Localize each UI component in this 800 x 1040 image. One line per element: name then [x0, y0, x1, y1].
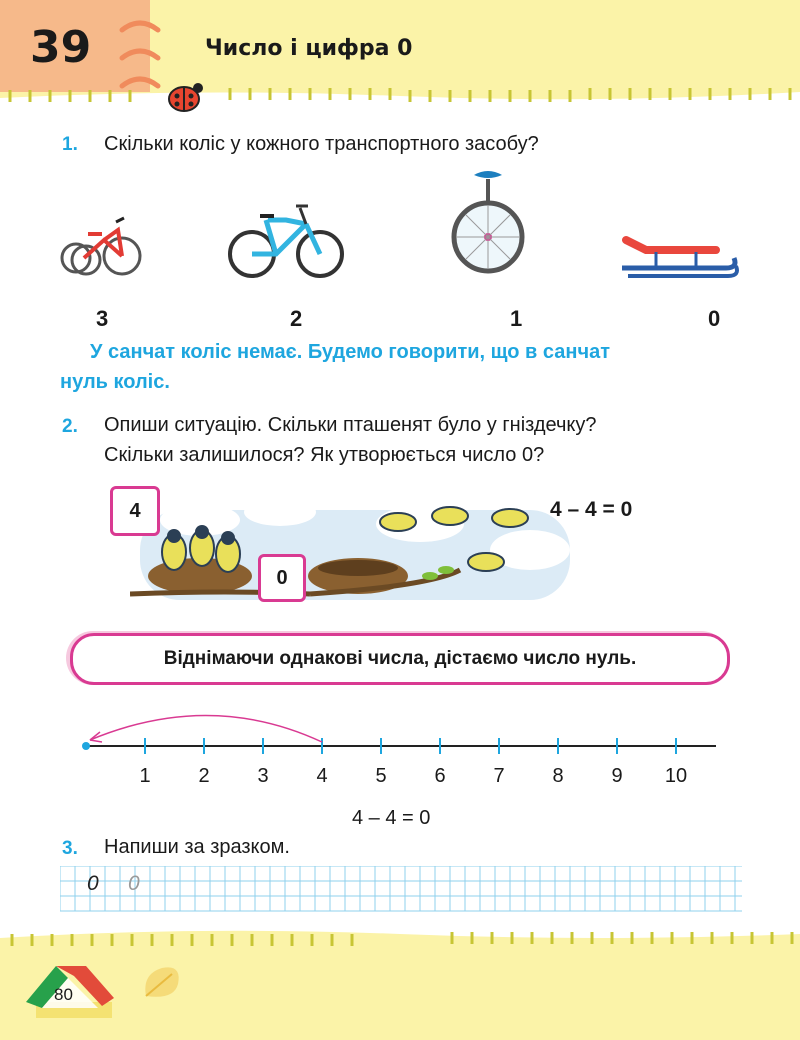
task-2-question-line1: Опиши ситуацію. Скільки пташенят було у гніздечку?: [104, 414, 597, 436]
page-number: 80: [54, 985, 73, 1004]
tick-label-5: 5: [375, 765, 387, 787]
tick-label-1: 1: [139, 765, 151, 787]
tricycle-icon: [60, 210, 144, 282]
tick-label-6: 6: [434, 765, 446, 787]
task-number-1: 1.: [62, 134, 78, 155]
vehicle-count-4: 0: [708, 306, 721, 331]
vehicle-count-1: 3: [96, 306, 109, 331]
page-title: Число і цифра 0: [205, 36, 413, 61]
chicks-left-box: 0: [258, 554, 306, 602]
number-line-equation: 4 – 4 = 0: [352, 807, 431, 829]
vehicle-count-2: 2: [290, 306, 303, 331]
task-1-note-line1: У санчат коліс немає. Будемо говорити, що в санчат: [90, 341, 610, 363]
tick-label-9: 9: [611, 765, 623, 787]
leaf-icon: [138, 962, 186, 1002]
sample-digit-zero: 0: [87, 872, 99, 895]
rule-statement: Віднімаючи однакові числа, дістаємо число нуль.: [70, 633, 730, 685]
task-number-2: 2.: [62, 416, 78, 437]
grass-border-top: [0, 84, 800, 108]
ladybug-icon: [162, 80, 206, 114]
task-number-3: 3.: [62, 838, 78, 859]
task-3-instruction: Напиши за зразком.: [104, 836, 290, 858]
bicycle-icon: [226, 198, 346, 280]
number-line: [70, 700, 730, 760]
task-2-equation: 4 – 4 = 0: [550, 498, 633, 521]
birds-nest-illustration: [130, 490, 580, 610]
tick-label-2: 2: [198, 765, 210, 787]
vehicle-count-3: 1: [510, 306, 523, 331]
traced-digit-zero: 0: [128, 872, 140, 895]
lesson-number: 39: [30, 22, 92, 73]
tick-label-8: 8: [552, 765, 564, 787]
tick-label-4: 4: [316, 765, 328, 787]
writing-grid[interactable]: [60, 866, 742, 912]
task-1-question: Скільки коліс у кожного транспортного засобу?: [104, 133, 539, 155]
tick-label-7: 7: [493, 765, 505, 787]
grass-border-bottom: [0, 926, 800, 950]
task-2-question-line2: Скільки залишилося? Як утворюється число 0?: [104, 444, 545, 466]
tick-label-3: 3: [257, 765, 269, 787]
unicycle-icon: [448, 165, 528, 285]
tick-label-10: 10: [664, 765, 688, 787]
chicks-start-box: 4: [110, 486, 160, 536]
task-1-note-line2: нуль коліс.: [60, 371, 170, 393]
sled-icon: [616, 232, 740, 282]
